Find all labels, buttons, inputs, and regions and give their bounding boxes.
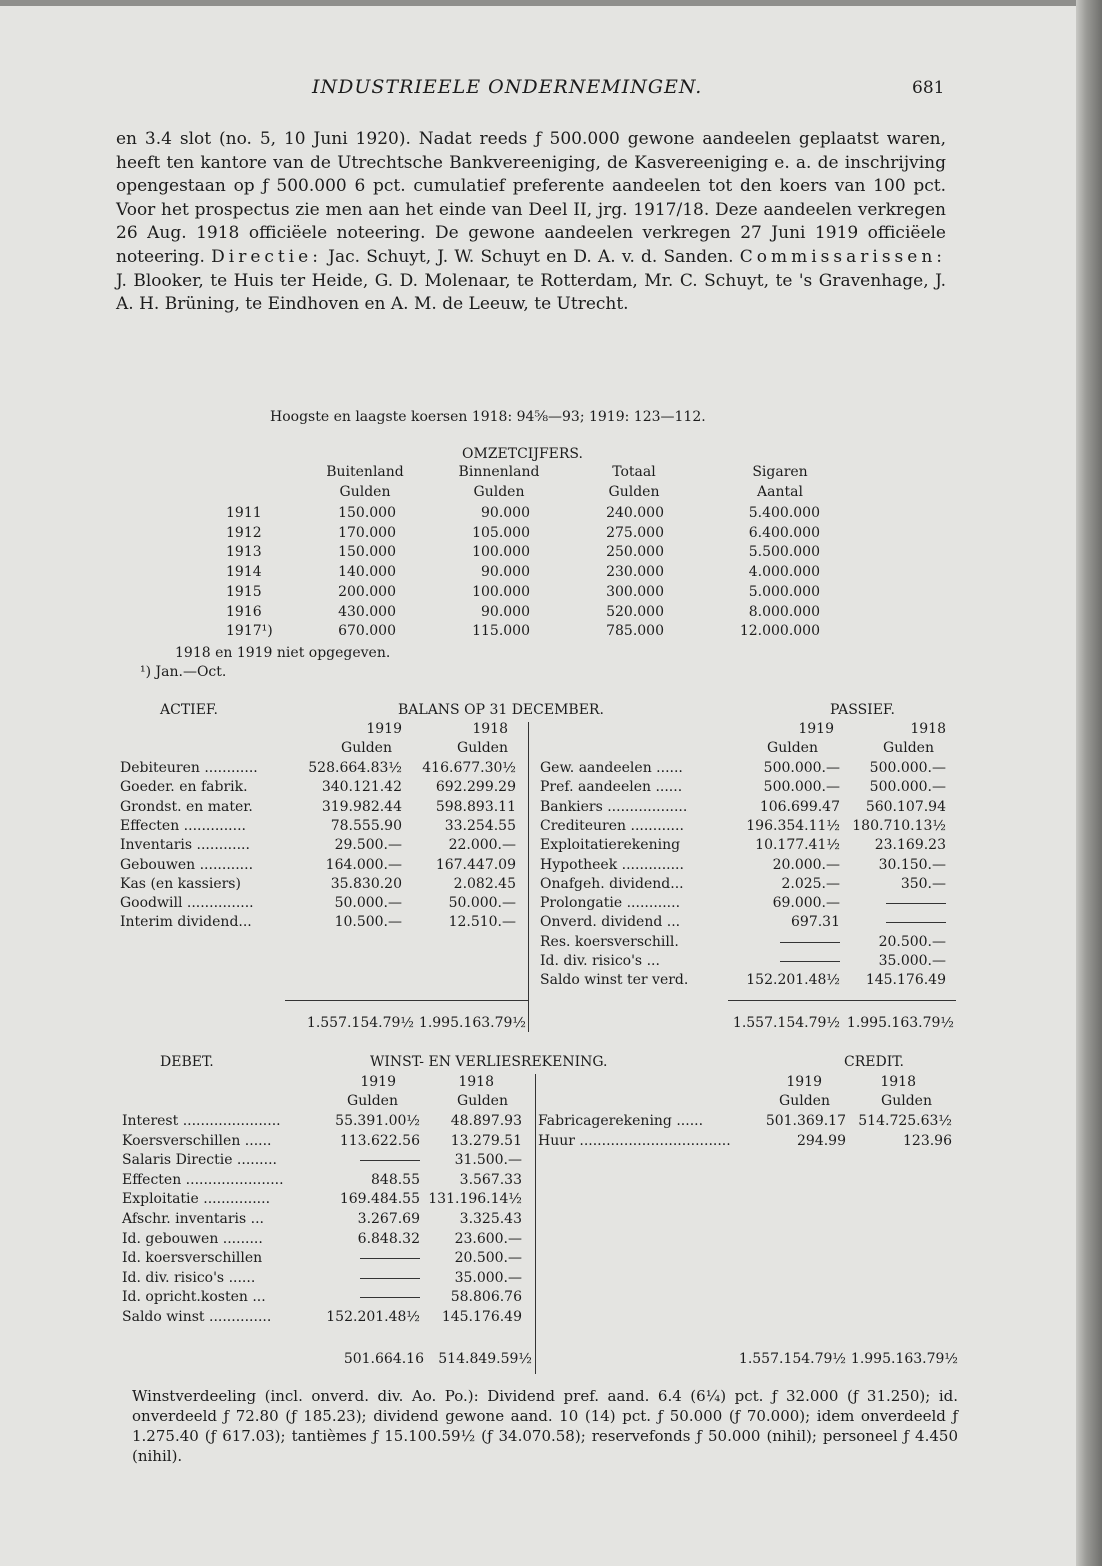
wv-debet-row-dash — [316, 1250, 420, 1266]
balans-actief-row-label: Inventaris ............ — [120, 837, 250, 853]
balans-actief-title: ACTIEF. — [160, 702, 218, 718]
balans-passief-row-dash — [738, 953, 840, 969]
wv-debet-row-value: 848.55 — [371, 1172, 420, 1188]
wv-debet-row-value: 23.600.— — [454, 1231, 522, 1247]
wv-debet-row-label: Interest ...................... — [122, 1113, 281, 1129]
wv-debet-row-value: 13.279.51 — [450, 1133, 522, 1149]
omzet-cell: 100.000 — [472, 584, 530, 600]
wv-total-right-1919: 1.557.154.79½ — [738, 1351, 846, 1367]
wv-credit-row-value: 294.99 — [797, 1133, 846, 1149]
balans-actief-unit2: Gulden — [457, 740, 508, 756]
balans-passief-unit2: Gulden — [883, 740, 934, 756]
wv-debet-y2: 1918 — [458, 1074, 494, 1090]
omzet-unit-binnenland: Gulden — [473, 484, 525, 500]
balans-actief-row-label: Effecten .............. — [120, 818, 246, 834]
dash-rule — [886, 903, 946, 904]
wv-debet-row-label: Salaris Directie ......... — [122, 1152, 277, 1168]
koersen-line: Hoogste en laagste koersen 1918: 94⅝—93; 1919: 123—112. — [270, 409, 706, 425]
wv-debet-unit2: Gulden — [457, 1093, 508, 1109]
balans-passief-row-value: 152.201.48½ — [746, 972, 840, 988]
balans-left-total-rule — [285, 1000, 528, 1001]
intro-text: en 3.4 slot (no. 5, 10 Juni 1920). Nadat reeds ƒ 500.000 gewone aandeelen geplaatst waren, heeft ten kantore van de Utrechtsche Bankvereeniging, de Kasvereeniging e. a. de inschrijving opengestaan op ƒ 500.000 6 pct. cumulatief preferente aandeelen tot den koers van 100 pct. Voor het prospectus zie men aan het einde van Deel II, jrg. 1917/18. Deze aandeelen verkregen 26 Aug. 1918 officiëele noteering. De gewone aandeelen verkregen 27 Juni 1919 officiëele noteering. — [116, 129, 946, 267]
omzet-year: 1917¹) — [226, 623, 273, 639]
balans-actief-row-label: Goodwill ............... — [120, 895, 254, 911]
wv-credit-unit2: Gulden — [881, 1093, 932, 1109]
balans-actief-row-value: 78.555.90 — [330, 818, 402, 834]
balans-actief-row-value: 50.000.— — [334, 895, 402, 911]
balans-passief-row-value: 697.31 — [791, 914, 840, 930]
page-number: 681 — [912, 78, 945, 98]
balans-passief-row-label: Exploitatierekening — [540, 837, 681, 853]
wv-debet-row-value: 3.325.43 — [459, 1211, 522, 1227]
wv-debet-row-value: 20.500.— — [454, 1250, 522, 1266]
wv-debet-row-label: Exploitatie ............... — [122, 1191, 271, 1207]
wv-credit-y1: 1919 — [786, 1074, 822, 1090]
wv-total-left-1919: 501.664.16 — [343, 1351, 424, 1367]
balans-passief-row-label: Bankiers .................. — [540, 799, 688, 815]
omzet-cell: 300.000 — [606, 584, 664, 600]
omzet-cell: 520.000 — [606, 604, 664, 620]
wv-debet-row-value: 55.391.00½ — [335, 1113, 420, 1129]
balans-passief-y1: 1919 — [798, 721, 834, 737]
omzet-cell: 670.000 — [338, 623, 396, 639]
omzet-cell: 5.400.000 — [748, 505, 820, 521]
commissarissen-label: Commissarissen: — [739, 246, 947, 267]
balans-passief-row-value: 500.000.— — [869, 779, 946, 795]
omzet-col-binnenland: Binnenland — [458, 464, 540, 480]
wv-debet-row-value: 113.622.56 — [339, 1133, 420, 1149]
balans-passief-row-value: 500.000.— — [763, 779, 840, 795]
balans-passief-row-label: Saldo winst ter verd. — [540, 972, 689, 988]
running-header: INDUSTRIEELE ONDERNEMINGEN. — [312, 76, 703, 98]
balans-passief-row-label: Hypotheek .............. — [540, 857, 684, 873]
omzet-cell: 150.000 — [338, 505, 396, 521]
balans-passief-row-label: Id. div. risico's ... — [540, 953, 660, 969]
wv-credit-title: CREDIT. — [844, 1054, 904, 1070]
balans-passief-row-dash — [848, 914, 946, 930]
omzet-col-totaal: Totaal — [612, 464, 656, 480]
dash-rule — [886, 922, 946, 923]
omzet-cell: 90.000 — [481, 564, 530, 580]
wv-debet-row-value: 48.897.93 — [450, 1113, 522, 1129]
balans-passief-row-value: 20.000.— — [772, 857, 840, 873]
balans-actief-row-value: 50.000.— — [448, 895, 516, 911]
omzet-year: 1911 — [226, 505, 262, 521]
omzet-cell: 100.000 — [472, 544, 530, 560]
dash-rule — [780, 961, 840, 962]
balans-passief-row-value: 145.176.49 — [865, 972, 946, 988]
wv-credit-row-value: 514.725.63½ — [858, 1113, 952, 1129]
omzet-cell: 150.000 — [338, 544, 396, 560]
wv-debet-row-value: 31.500.— — [454, 1152, 522, 1168]
wv-debet-unit1: Gulden — [347, 1093, 398, 1109]
wv-debet-row-label: Id. gebouwen ......... — [122, 1231, 263, 1247]
omzet-cell: 170.000 — [338, 525, 396, 541]
balans-actief-unit1: Gulden — [341, 740, 392, 756]
balans-passief-title: PASSIEF. — [830, 702, 895, 718]
omzet-cell: 6.400.000 — [748, 525, 820, 541]
balans-passief-row-value: 30.150.— — [878, 857, 946, 873]
balans-actief-row-value: 167.447.09 — [435, 857, 516, 873]
wv-debet-row-value: 58.806.76 — [450, 1289, 522, 1305]
balans-passief-row-label: Pref. aandeelen ...... — [540, 779, 683, 795]
omzet-cell: 105.000 — [472, 525, 530, 541]
dash-rule — [360, 1258, 420, 1259]
omzet-cell: 90.000 — [481, 505, 530, 521]
wv-credit-row-value: 501.369.17 — [765, 1113, 846, 1129]
balans-passief-row-value: 2.025.— — [781, 876, 840, 892]
wv-total-left-1918: 514.849.59½ — [438, 1351, 532, 1367]
balans-passief-row-value: 500.000.— — [763, 760, 840, 776]
wv-debet-row-label: Id. div. risico's ...... — [122, 1270, 256, 1286]
commissarissen-text: J. Blooker, te Huis ter Heide, G. D. Molenaar, te Rotterdam, Mr. C. Schuyt, te 's Gravenhage, J. A. H. Brüning, te Eindhoven en A. M. de Leeuw, te Utrecht. — [116, 270, 946, 315]
omzet-title: OMZETCIJFERS. — [462, 446, 583, 462]
balans-passief-row-value: 180.710.13½ — [852, 818, 946, 834]
wv-debet-row-label: Id. koersverschillen — [122, 1250, 263, 1266]
balans-actief-row-value: 22.000.— — [448, 837, 516, 853]
balans-passief-row-value: 560.107.94 — [865, 799, 946, 815]
omzet-year: 1912 — [226, 525, 262, 541]
balans-passief-row-dash — [848, 895, 946, 911]
balans-divider — [528, 722, 529, 1032]
wv-debet-row-label: Saldo winst .............. — [122, 1309, 272, 1325]
balans-actief-row-label: Debiteuren ............ — [120, 760, 258, 776]
balans-actief-row-value: 692.299.29 — [435, 779, 516, 795]
wv-debet-row-label: Afschr. inventaris ... — [122, 1211, 264, 1227]
wv-debet-row-label: Koersverschillen ...... — [122, 1133, 272, 1149]
balans-actief-row-label: Goeder. en fabrik. — [120, 779, 248, 795]
dash-rule — [360, 1297, 420, 1298]
balans-actief-row-value: 340.121.42 — [321, 779, 402, 795]
omzet-cell: 5.500.000 — [748, 544, 820, 560]
omzet-note: 1918 en 1919 niet opgegeven. — [175, 645, 391, 661]
balans-passief-row-value: 106.699.47 — [759, 799, 840, 815]
wv-debet-row-value: 152.201.48½ — [326, 1309, 420, 1325]
wv-debet-row-dash — [316, 1270, 420, 1286]
omzet-cell: 430.000 — [338, 604, 396, 620]
omzet-cell: 240.000 — [606, 505, 664, 521]
balans-passief-row-value: 35.000.— — [878, 953, 946, 969]
wv-debet-row-value: 3.267.69 — [357, 1211, 420, 1227]
omzet-cell: 230.000 — [606, 564, 664, 580]
balans-passief-row-value: 350.— — [900, 876, 946, 892]
balans-actief-row-value: 598.893.11 — [435, 799, 516, 815]
balans-passief-row-label: Prolongatie ............ — [540, 895, 681, 911]
wv-debet-row-label: Id. opricht.kosten ... — [122, 1289, 266, 1305]
balans-actief-row-value: 416.677.30½ — [422, 760, 516, 776]
balans-title: BALANS OP 31 DECEMBER. — [398, 702, 604, 718]
omzet-year: 1915 — [226, 584, 262, 600]
balans-actief-row-value: 33.254.55 — [444, 818, 516, 834]
balans-passief-row-label: Crediteuren ............ — [540, 818, 684, 834]
winstverdeeling-paragraph: Winstverdeeling (incl. onverd. div. Ao. Po.): Dividend pref. aand. 6.4 (6¼) pct. ƒ 32.000 (ƒ 31.250); id. onverdeeld ƒ 72.80 (ƒ 185.23); dividend gewone aand. 10 (14) pct. ƒ 50.000 (ƒ 70.000); idem onverdeeld ƒ 1.275.40 (ƒ 617.03); tantièmes ƒ 15.100.59½ (ƒ 34.070.58); reservefonds ƒ 50.000 (nihil); personeel ƒ 4.450 (nihil). — [132, 1387, 958, 1465]
dash-rule — [360, 1160, 420, 1161]
wv-debet-row-dash — [316, 1152, 420, 1168]
omzet-year: 1914 — [226, 564, 262, 580]
balans-total-left-1918: 1.995.163.79½ — [418, 1015, 526, 1031]
balans-passief-row-label: Onafgeh. dividend... — [540, 876, 684, 892]
wv-debet-row-dash — [316, 1289, 420, 1305]
omzet-year: 1916 — [226, 604, 262, 620]
omzet-cell: 200.000 — [338, 584, 396, 600]
balans-passief-row-value: 23.169.23 — [874, 837, 946, 853]
balans-actief-row-value: 164.000.— — [325, 857, 402, 873]
wv-title: WINST- EN VERLIESREKENING. — [370, 1054, 608, 1070]
balans-passief-row-label: Onverd. dividend ... — [540, 914, 681, 930]
balans-actief-row-value: 10.500.— — [334, 914, 402, 930]
balans-actief-row-label: Kas (en kassiers) — [120, 876, 241, 892]
wv-divider — [535, 1074, 536, 1374]
balans-actief-row-value: 2.082.45 — [453, 876, 516, 892]
balans-actief-y2: 1918 — [472, 721, 508, 737]
omzet-footnote: ¹) Jan.—Oct. — [140, 664, 227, 680]
balans-actief-y1: 1919 — [366, 721, 402, 737]
wv-credit-row-value: 123.96 — [903, 1133, 952, 1149]
wv-debet-y1: 1919 — [360, 1074, 396, 1090]
balans-actief-row-value: 35.830.20 — [330, 876, 402, 892]
wv-debet-row-value: 145.176.49 — [441, 1309, 522, 1325]
wv-debet-row-label: Effecten ...................... — [122, 1172, 284, 1188]
omzet-unit-sigaren: Aantal — [757, 484, 803, 500]
wv-credit-y2: 1918 — [880, 1074, 916, 1090]
balans-actief-row-value: 12.510.— — [448, 914, 516, 930]
scan-top-edge — [0, 0, 1076, 6]
wv-debet-row-value: 6.848.32 — [357, 1231, 420, 1247]
intro-paragraph — [116, 128, 946, 317]
omzet-cell: 250.000 — [606, 544, 664, 560]
balans-actief-row-value: 29.500.— — [334, 837, 402, 853]
balans-actief-row-value: 319.982.44 — [321, 799, 402, 815]
balans-passief-row-dash — [738, 934, 840, 950]
scan-binding-edge — [1076, 0, 1102, 1566]
omzet-cell: 140.000 — [338, 564, 396, 580]
directie-text: Jac. Schuyt, J. W. Schuyt en D. A. v. d. Sanden. — [328, 246, 734, 267]
wv-debet-row-value: 35.000.— — [454, 1270, 522, 1286]
directie-label: Directie: — [211, 246, 322, 267]
dash-rule — [360, 1278, 420, 1279]
omzet-unit-buitenland: Gulden — [339, 484, 391, 500]
balans-actief-row-label: Gebouwen ............ — [120, 857, 254, 873]
omzet-cell: 5.000.000 — [748, 584, 820, 600]
balans-actief-row-label: Grondst. en mater. — [120, 799, 253, 815]
omzet-cell: 4.000.000 — [748, 564, 820, 580]
balans-passief-y2: 1918 — [910, 721, 946, 737]
omzet-cell: 90.000 — [481, 604, 530, 620]
omzet-unit-totaal: Gulden — [608, 484, 660, 500]
balans-passief-row-value: 20.500.— — [878, 934, 946, 950]
balans-actief-row-value: 528.664.83½ — [308, 760, 402, 776]
omzet-col-sigaren: Sigaren — [752, 464, 808, 480]
balans-passief-row-value: 196.354.11½ — [746, 818, 840, 834]
wv-total-right-1918: 1.995.163.79½ — [850, 1351, 958, 1367]
wv-debet-row-value: 3.567.33 — [459, 1172, 522, 1188]
balans-passief-row-value: 10.177.41½ — [755, 837, 840, 853]
wv-credit-row-label: Huur .................................. — [538, 1133, 731, 1149]
omzet-col-buitenland: Buitenland — [326, 464, 404, 480]
balans-actief-row-label: Interim dividend... — [120, 914, 252, 930]
omzet-cell: 115.000 — [472, 623, 530, 639]
balans-right-total-rule — [728, 1000, 956, 1001]
balans-total-left-1919: 1.557.154.79½ — [306, 1015, 414, 1031]
balans-passief-row-label: Res. koersverschill. — [540, 934, 679, 950]
wv-debet-title: DEBET. — [160, 1054, 214, 1070]
omzet-year: 1913 — [226, 544, 262, 560]
balans-total-right-1918: 1.995.163.79½ — [846, 1015, 954, 1031]
omzet-cell: 12.000.000 — [739, 623, 820, 639]
balans-passief-row-value: 500.000.— — [869, 760, 946, 776]
wv-debet-row-value: 169.484.55 — [339, 1191, 420, 1207]
omzet-cell: 8.000.000 — [748, 604, 820, 620]
wv-credit-unit1: Gulden — [779, 1093, 830, 1109]
dash-rule — [780, 942, 840, 943]
balans-passief-row-label: Gew. aandeelen ...... — [540, 760, 683, 776]
wv-credit-row-label: Fabricagerekening ...... — [538, 1113, 704, 1129]
wv-debet-row-value: 131.196.14½ — [428, 1191, 522, 1207]
omzet-cell: 785.000 — [606, 623, 664, 639]
omzet-cell: 275.000 — [606, 525, 664, 541]
balans-passief-row-value: 69.000.— — [772, 895, 840, 911]
balans-total-right-1919: 1.557.154.79½ — [732, 1015, 840, 1031]
balans-passief-unit1: Gulden — [767, 740, 818, 756]
